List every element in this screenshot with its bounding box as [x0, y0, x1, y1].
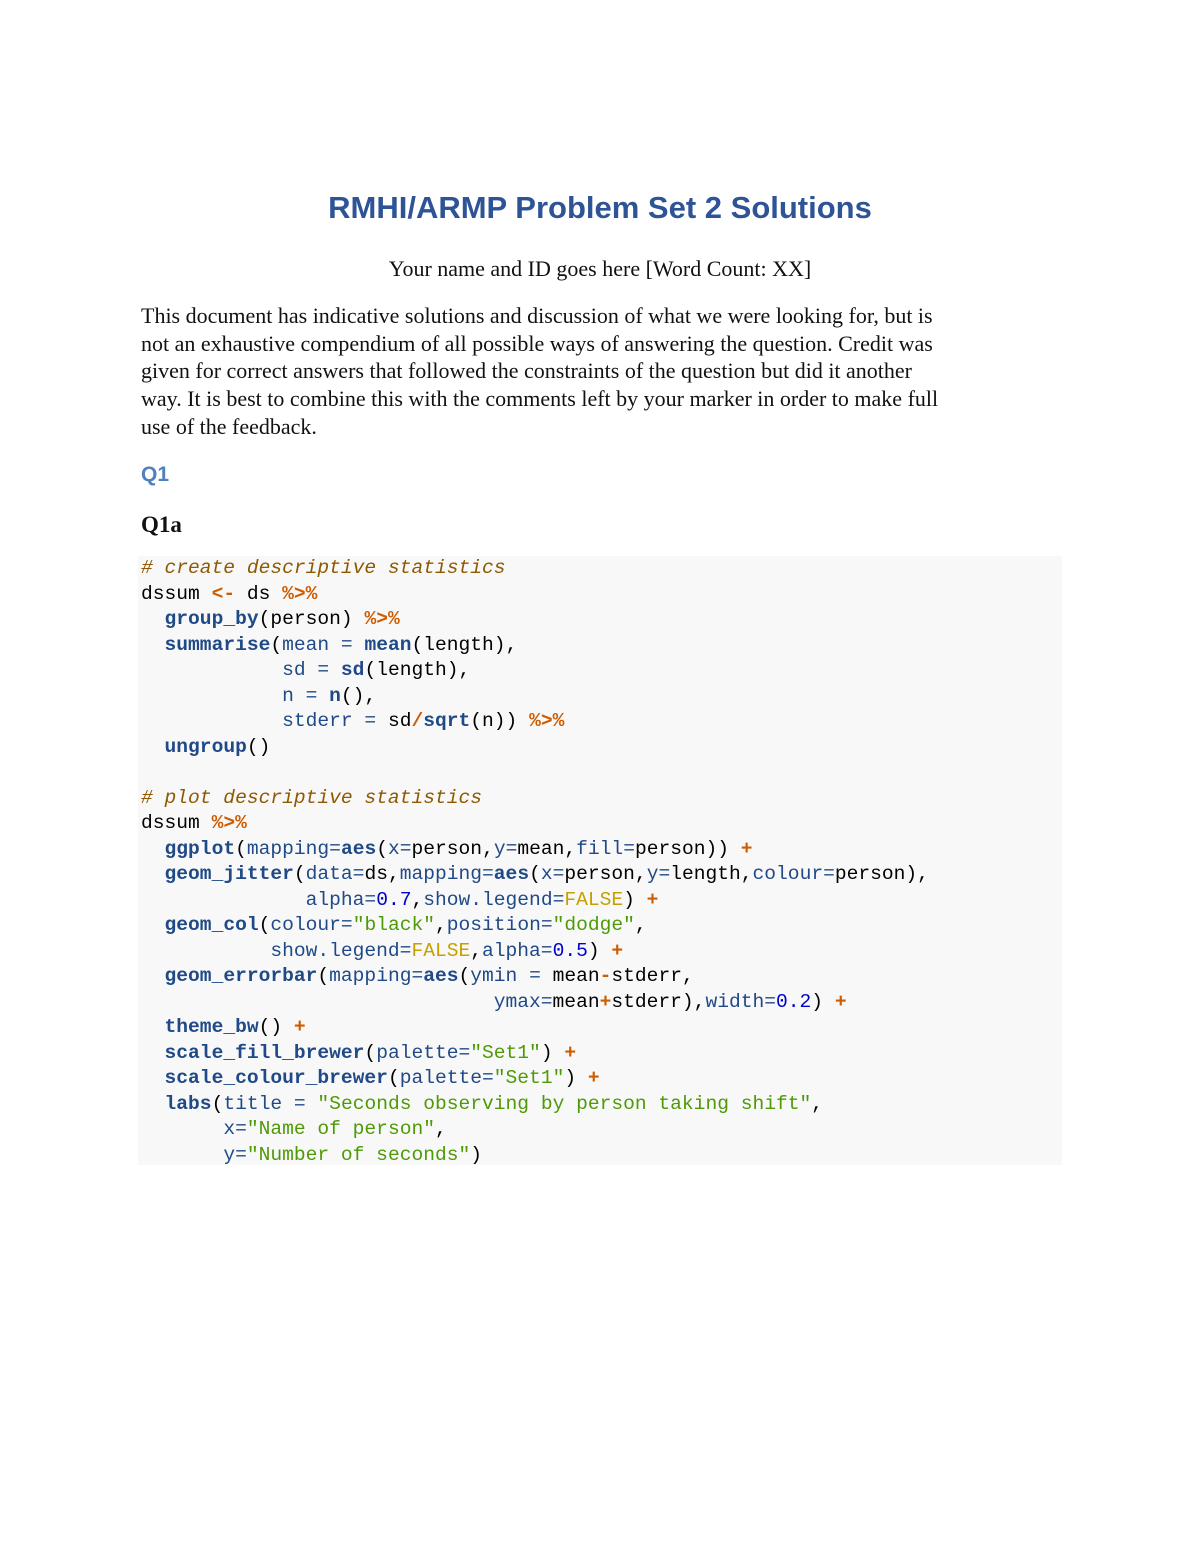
code-token: -	[599, 965, 612, 987]
intro-line: use of the feedback.	[141, 413, 317, 439]
code-token: mean	[552, 990, 600, 1013]
code-line	[141, 658, 929, 684]
code-token: +	[293, 1016, 306, 1038]
code-line	[141, 607, 929, 633]
code-token: x=	[223, 1118, 247, 1140]
intro-line: given for correct answers that followed the constraints of the question but did it another	[141, 358, 913, 384]
code-line	[141, 1117, 929, 1143]
code-line	[141, 709, 929, 735]
code-token: ymin =	[470, 965, 541, 987]
code-token: 0.7	[376, 888, 412, 911]
code-line	[141, 556, 929, 582]
code-token: "Name of person"	[246, 1118, 435, 1140]
code-token	[353, 634, 365, 656]
code-token: y=	[493, 837, 518, 860]
code-token: ungroup	[164, 735, 247, 758]
code-token: )	[811, 990, 835, 1013]
code-token: n	[329, 684, 341, 707]
code-token: <-	[211, 582, 236, 605]
code-token: ,	[634, 914, 647, 936]
code-token: ymax=	[493, 990, 553, 1013]
code-token	[141, 1118, 223, 1140]
code-token: FALSE	[564, 888, 624, 911]
code-line	[141, 913, 929, 939]
code-token	[306, 1093, 318, 1115]
code-token	[141, 1093, 165, 1115]
code-token	[141, 991, 494, 1013]
code-token: mean =	[282, 633, 353, 656]
code-token	[141, 863, 165, 885]
code-token: show.legend=	[423, 888, 565, 911]
code-token: person,	[564, 863, 647, 885]
code-token: x=	[387, 837, 412, 860]
code-token: )	[623, 888, 647, 911]
code-token: (	[317, 965, 330, 987]
code-token: sd	[376, 710, 412, 732]
code-token: position=	[446, 914, 553, 936]
code-token: "black"	[352, 914, 435, 936]
code-token	[141, 1042, 165, 1064]
code-line	[141, 1066, 929, 1092]
code-token: ds	[235, 582, 283, 605]
code-token: +	[611, 939, 624, 962]
code-line	[141, 811, 929, 837]
code-token: scale_colour_brewer	[164, 1067, 388, 1089]
code-token	[141, 889, 306, 911]
code-token	[141, 685, 282, 707]
code-token: sd	[340, 659, 365, 681]
code-line	[141, 684, 929, 710]
code-line	[141, 1092, 929, 1118]
code-token: 0.5	[552, 939, 588, 962]
code-token: mean	[540, 965, 600, 987]
intro-line: This document has indicative solutions and discussion of what we were looking for, but is	[141, 303, 933, 328]
code-token: FALSE	[411, 939, 471, 962]
code-token: alpha=	[305, 888, 377, 911]
code-token: )	[587, 939, 612, 962]
code-token: n =	[282, 684, 318, 707]
code-line	[141, 760, 929, 786]
code-line	[141, 735, 929, 761]
code-token: group_by	[164, 608, 259, 630]
document-subtitle: Your name and ID goes here [Word Count: XX]	[388, 256, 812, 281]
document-title: RMHI/ARMP Problem Set 2 Solutions	[328, 190, 872, 225]
code-token	[141, 965, 165, 987]
code-token: (length),	[411, 633, 518, 656]
code-line	[141, 939, 929, 965]
code-token: sqrt	[423, 710, 471, 732]
code-token: +	[599, 990, 612, 1013]
code-token: (n))	[470, 710, 530, 732]
code-token: ,	[811, 1092, 824, 1115]
code-token: # create descriptive statistics	[141, 557, 506, 579]
code-token: length,	[670, 863, 753, 885]
code-line	[141, 1015, 929, 1041]
code-token: (	[270, 633, 283, 656]
code-line	[141, 633, 929, 659]
code-token: mean,	[517, 837, 577, 860]
code-token: +	[834, 990, 847, 1013]
code-line	[141, 1041, 929, 1067]
code-token: summarise	[164, 633, 271, 656]
code-token: ,	[470, 939, 483, 962]
heading-q1a: Q1a	[141, 512, 182, 537]
code-token: ()	[246, 735, 271, 758]
code-token	[141, 710, 282, 732]
code-token: scale_fill_brewer	[164, 1041, 365, 1064]
heading-q1: Q1	[141, 463, 170, 486]
code-token: width=	[705, 990, 776, 1013]
code-token: )	[564, 1067, 588, 1089]
code-token: (),	[340, 684, 377, 707]
code-line	[141, 837, 929, 863]
code-token: %>%	[282, 582, 318, 605]
code-token: dssum	[141, 582, 212, 605]
code-token: (	[387, 1067, 400, 1089]
code-token: "Seconds observing by person taking shift"	[317, 1092, 812, 1115]
code-token: )	[540, 1041, 565, 1064]
code-token	[141, 659, 282, 681]
code-token	[141, 608, 165, 630]
code-token: fill=	[576, 837, 635, 860]
code-token: person,	[411, 837, 494, 860]
code-token: ,	[434, 1118, 447, 1140]
code-token: 0.2	[776, 990, 812, 1013]
code-token	[141, 634, 165, 656]
code-line	[141, 862, 929, 888]
code-token: (	[376, 837, 388, 860]
code-token: sd =	[282, 659, 330, 681]
code-token: (	[258, 914, 271, 936]
code-token: aes	[493, 863, 530, 885]
code-line	[141, 888, 929, 914]
code-token: ,	[435, 914, 447, 936]
code-token: (	[235, 837, 247, 860]
code-token: mapping=	[246, 837, 341, 860]
code-token: mean	[364, 633, 412, 656]
code-line	[141, 1143, 929, 1169]
intro-paragraph	[141, 302, 1061, 441]
code-token: palette=	[399, 1067, 494, 1089]
code-token	[141, 1016, 165, 1038]
code-token	[317, 685, 329, 707]
code-token: "Number of seconds"	[246, 1143, 471, 1166]
code-line	[141, 582, 929, 608]
code-token: person))	[634, 837, 741, 860]
code-token: stderr),	[611, 990, 706, 1013]
code-token: +	[564, 1041, 577, 1064]
code-token	[141, 1067, 165, 1089]
code-token: ,	[411, 888, 424, 911]
code-token: (	[529, 863, 541, 885]
code-token: ds,	[364, 863, 400, 885]
code-token: "dodge"	[552, 914, 635, 936]
intro-line: way. It is best to combine this with the comments left by your marker in order to make full	[141, 386, 939, 412]
code-token	[141, 914, 165, 936]
code-token: person),	[834, 863, 929, 885]
code-token: +	[740, 837, 753, 860]
code-token: +	[646, 888, 659, 911]
code-token	[141, 940, 270, 962]
code-token: theme_bw	[164, 1016, 259, 1038]
code-block	[141, 556, 929, 1168]
code-token	[329, 659, 341, 681]
code-token: show.legend=	[270, 939, 412, 962]
code-token: colour=	[752, 863, 835, 885]
code-token	[141, 736, 165, 758]
code-token: +	[587, 1067, 600, 1089]
code-token: (	[293, 863, 306, 885]
code-token	[141, 1144, 223, 1166]
code-token: # plot descriptive statistics	[141, 786, 482, 809]
code-token: dssum	[141, 812, 212, 834]
code-token: y=	[646, 863, 671, 885]
code-token: geom_col	[164, 914, 259, 936]
code-token: "Set1"	[493, 1067, 565, 1089]
code-token: (	[211, 1092, 224, 1115]
code-token: /	[411, 710, 424, 732]
code-token: aes	[423, 965, 459, 987]
code-token: data=	[305, 863, 365, 885]
code-line	[141, 786, 929, 812]
code-token: x=	[540, 863, 565, 885]
code-line	[141, 964, 929, 990]
code-token: (person)	[258, 608, 365, 630]
code-token: palette=	[376, 1041, 471, 1064]
code-token: mapping=	[399, 863, 494, 885]
code-token: %>%	[211, 812, 247, 834]
code-token	[141, 838, 165, 860]
code-token: stderr,	[611, 965, 694, 987]
intro-line: not an exhaustive compendium of all possible ways of answering the question. Credit was	[141, 330, 933, 356]
code-token: (	[458, 965, 471, 987]
code-line	[141, 990, 929, 1016]
code-token: geom_jitter	[164, 863, 294, 885]
code-token: "Set1"	[470, 1041, 541, 1064]
code-token: ggplot	[164, 837, 236, 860]
code-token: colour=	[270, 914, 353, 936]
code-token: (	[364, 1041, 377, 1064]
code-token: %>%	[529, 710, 565, 732]
code-token: geom_errorbar	[164, 965, 318, 987]
code-token: y=	[223, 1143, 247, 1166]
code-token: ()	[258, 1016, 294, 1038]
code-token: )	[470, 1143, 483, 1166]
code-token: title =	[223, 1092, 306, 1115]
code-token: mapping=	[329, 965, 424, 987]
code-token: labs	[164, 1092, 212, 1115]
code-token: %>%	[364, 608, 400, 630]
code-token: (length),	[364, 659, 471, 681]
code-token: alpha=	[482, 939, 553, 962]
code-token: stderr =	[282, 710, 377, 732]
code-token: aes	[340, 837, 377, 860]
